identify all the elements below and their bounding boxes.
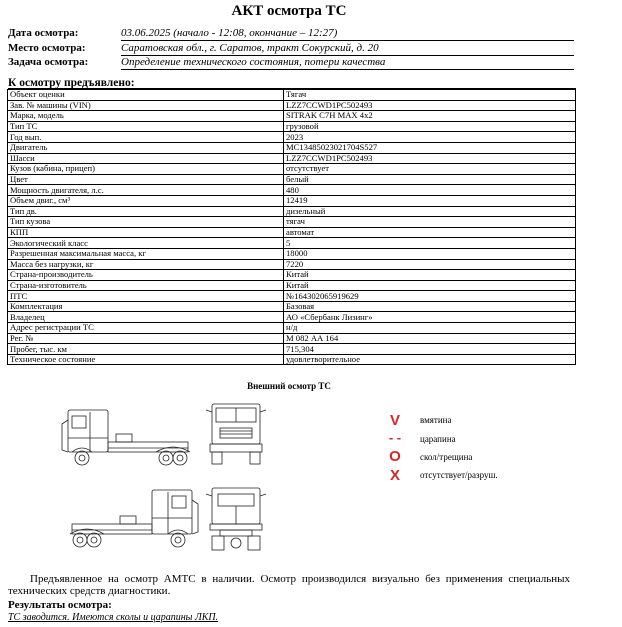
spec-key: Пробег, тыс. км [8, 344, 284, 355]
spec-row [8, 248, 576, 259]
spec-value: отсутствует [284, 164, 576, 175]
damage-legend [378, 410, 538, 490]
spec-row [8, 217, 576, 228]
legend-missing-label: отсутствует/разруш. [420, 470, 498, 480]
inspection-place-label: Место осмотра: [8, 42, 86, 54]
spec-key: Марка, модель [8, 111, 284, 122]
inspection-date-label: Дата осмотра: [8, 27, 79, 39]
spec-key: Кузов (кабина, прицеп) [8, 164, 284, 175]
spec-row [8, 259, 576, 270]
spec-key: Адрес регистрации ТС [8, 323, 284, 334]
external-inspection-heading: Внешний осмотр ТС [247, 381, 331, 391]
spec-key: Объем двиг., см³ [8, 195, 284, 206]
spec-value: 7220 [284, 259, 576, 270]
inspection-place-row [8, 42, 574, 56]
truck-side-view-left-icon [70, 490, 198, 547]
spec-value: 480 [284, 185, 576, 196]
spec-value: LZZ7CCWD1PC502493 [284, 100, 576, 111]
spec-row [8, 153, 576, 164]
legend-dent-symbol: V [389, 412, 400, 429]
spec-value: MC13485023021704S527 [284, 142, 576, 153]
inspection-task-row [8, 56, 574, 70]
spec-row [8, 132, 576, 143]
spec-key: Двигатель [8, 142, 284, 153]
spec-key: Страна-изготовитель [8, 280, 284, 291]
spec-value: грузовой [284, 121, 576, 132]
spec-value: 12419 [284, 195, 576, 206]
spec-value: М 082 АА 164 [284, 333, 576, 344]
inspection-description: Предъявленное на осмотр АМТС в наличии. Осмотр производился визуально без применения специальных технических средств диагностики. [8, 573, 570, 597]
truck-side-view-right-icon [62, 410, 190, 465]
presented-heading: К осмотру предъявлено: [8, 77, 135, 89]
results-heading: Результаты осмотра: [8, 599, 112, 611]
spec-row [8, 323, 576, 334]
spec-value: 2023 [284, 132, 576, 143]
vehicle-spec-table [7, 89, 576, 365]
legend-chip-symbol: O [389, 448, 401, 465]
spec-row [8, 291, 576, 302]
spec-row [8, 164, 576, 175]
spec-key: Экологический класс [8, 238, 284, 249]
spec-row [8, 227, 576, 238]
spec-value: Базовая [284, 301, 576, 312]
spec-value: н/д [284, 323, 576, 334]
inspection-date-value: 03.06.2025 (начало - 12:08, окончание – 12:27) [121, 27, 574, 41]
spec-value: 5 [284, 238, 576, 249]
spec-row [8, 142, 576, 153]
spec-row [8, 354, 576, 365]
inspection-task-value: Определение технического состояния, потери качества [121, 56, 574, 70]
spec-value: №164302065919629 [284, 291, 576, 302]
spec-value: дизельный [284, 206, 576, 217]
inspection-place-value: Саратовская обл., г. Саратов, тракт Сокурский, д. 20 [121, 42, 574, 56]
truck-front-view-icon [206, 404, 266, 464]
spec-value: белый [284, 174, 576, 185]
spec-row [8, 312, 576, 323]
spec-row [8, 206, 576, 217]
spec-key: Тип дв. [8, 206, 284, 217]
truck-rear-view-icon [206, 488, 266, 550]
spec-key: Мощность двигателя, л.с. [8, 185, 284, 196]
spec-key: КПП [8, 227, 284, 238]
spec-row [8, 174, 576, 185]
spec-key: ПТС [8, 291, 284, 302]
spec-key: Тип кузова [8, 217, 284, 228]
spec-row [8, 121, 576, 132]
spec-key: Техническое состояние [8, 354, 284, 365]
spec-key: Рег. № [8, 333, 284, 344]
spec-row [8, 185, 576, 196]
spec-value: Тягач [284, 90, 576, 101]
spec-key: Тип ТС [8, 121, 284, 132]
legend-chip-label: скол/трещина [420, 452, 473, 462]
spec-value: 18000 [284, 248, 576, 259]
legend-missing-symbol: X [389, 467, 400, 484]
spec-value: автомат [284, 227, 576, 238]
spec-key: Страна-производитель [8, 270, 284, 281]
spec-row [8, 195, 576, 206]
spec-row [8, 111, 576, 122]
spec-row [8, 344, 576, 355]
spec-key: Масса без нагрузки, кг [8, 259, 284, 270]
truck-damage-diagram [60, 398, 280, 570]
spec-value: Китай [284, 280, 576, 291]
spec-value: Китай [284, 270, 576, 281]
spec-key: Год вып. [8, 132, 284, 143]
spec-value: 715,304 [284, 344, 576, 355]
spec-key: Цвет [8, 174, 284, 185]
spec-key: Комплектация [8, 301, 284, 312]
document-title: АКТ осмотра ТС [231, 3, 347, 19]
spec-row [8, 333, 576, 344]
results-text: ТС заводится. Имеются сколы и царапины ЛКП. [8, 612, 219, 623]
spec-key: Зав. № машины (VIN) [8, 100, 284, 111]
inspection-date-row [8, 27, 574, 41]
legend-scratch-label: царапина [420, 434, 456, 444]
spec-key: Шасси [8, 153, 284, 164]
spec-value: LZZ7CCWD1PC502493 [284, 153, 576, 164]
spec-value: АО «Сбербанк Лизинг» [284, 312, 576, 323]
spec-row [8, 270, 576, 281]
spec-row [8, 90, 576, 101]
spec-row [8, 280, 576, 291]
spec-row [8, 238, 576, 249]
spec-value: SITRAK C7H MAX 4x2 [284, 111, 576, 122]
spec-value: тягач [284, 217, 576, 228]
spec-key: Владелец [8, 312, 284, 323]
spec-key: Разрешенная максимальная масса, кг [8, 248, 284, 259]
inspection-task-label: Задача осмотра: [8, 56, 89, 68]
spec-key: Объект оценки [8, 90, 284, 101]
spec-row [8, 301, 576, 312]
spec-value: удовлетворительное [284, 354, 576, 365]
legend-scratch-symbol: - - [388, 430, 402, 445]
legend-dent-label: вмятина [420, 415, 452, 425]
spec-row [8, 100, 576, 111]
